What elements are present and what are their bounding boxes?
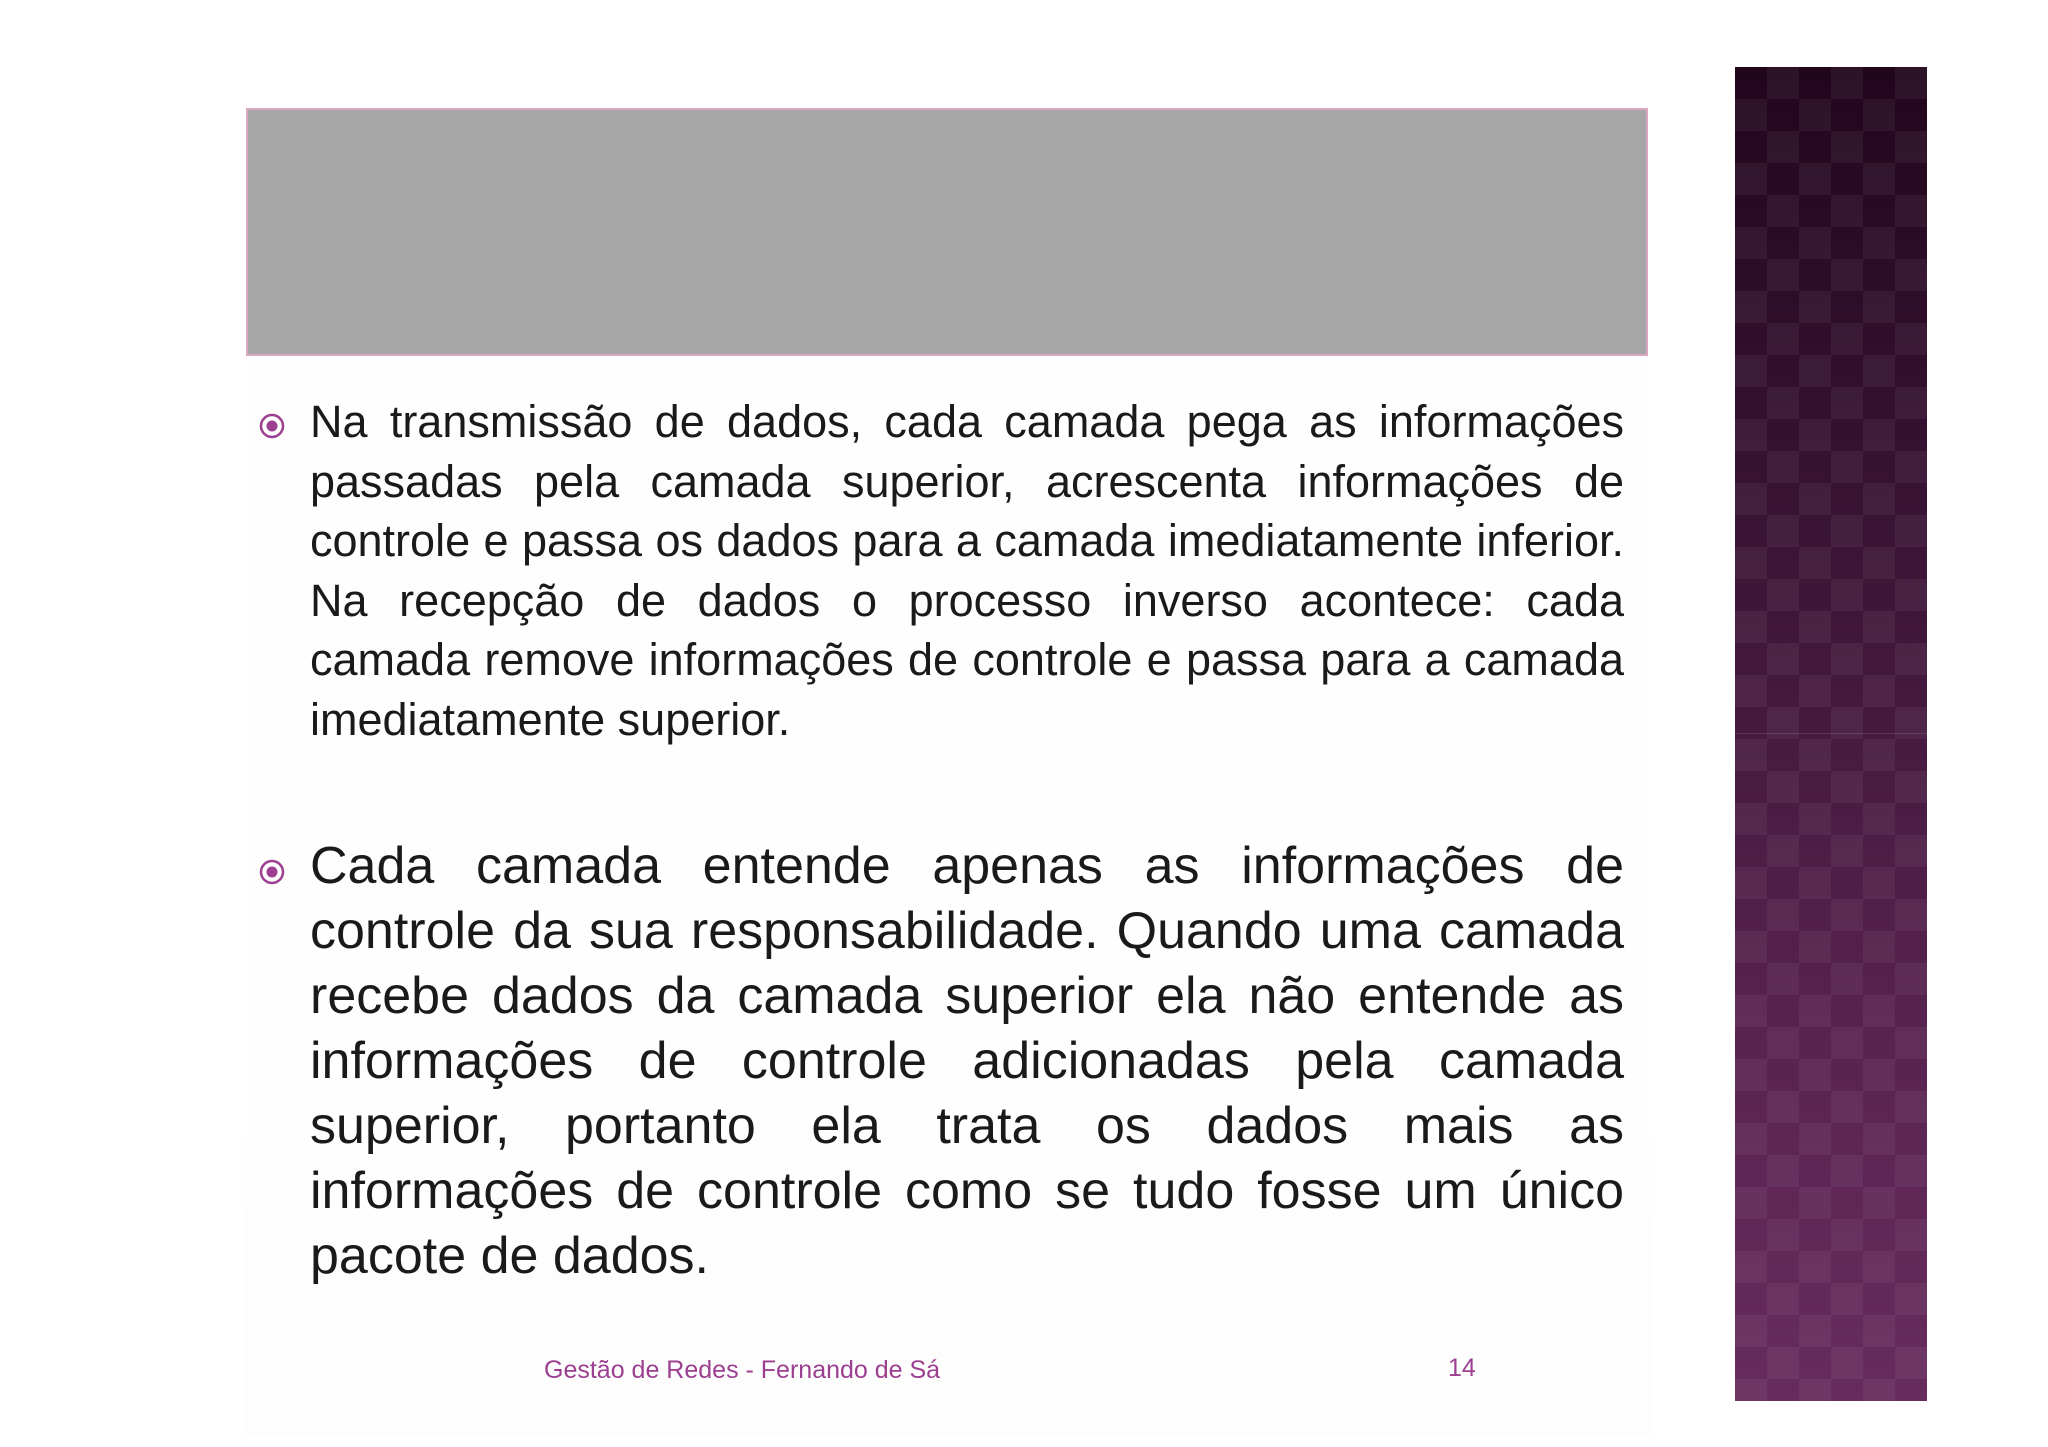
title-bar bbox=[246, 108, 1648, 356]
footer-text: Gestão de Redes - Fernando de Sá bbox=[544, 1356, 941, 1384]
radio-bullet-icon bbox=[258, 412, 286, 440]
side-panel-seam bbox=[1735, 733, 1927, 734]
radio-bullet-icon bbox=[258, 858, 286, 886]
decorative-side-panel bbox=[1735, 67, 1927, 1401]
page-number: 14 bbox=[1448, 1354, 1476, 1382]
bullet-text: Na transmissão de dados, cada camada pega as informações passadas pela camada superior, acrescenta informações de controle e passa os dados para a camada imediatamente inferior. Na recepção de dados o processo inverso acontece: cada camada remove informações de controle e passa para a camada imediatamente superior. bbox=[310, 396, 1624, 745]
bullet-text: Cada camada entende apenas as informações de controle da sua responsabilidade. Quando uma camada recebe dados da camada superior ela não entende as informações de controle adicionadas pela camada superior, portanto ela trata os dados mais as informações de controle como se tudo fosse um único pacote de dados. bbox=[310, 837, 1624, 1285]
